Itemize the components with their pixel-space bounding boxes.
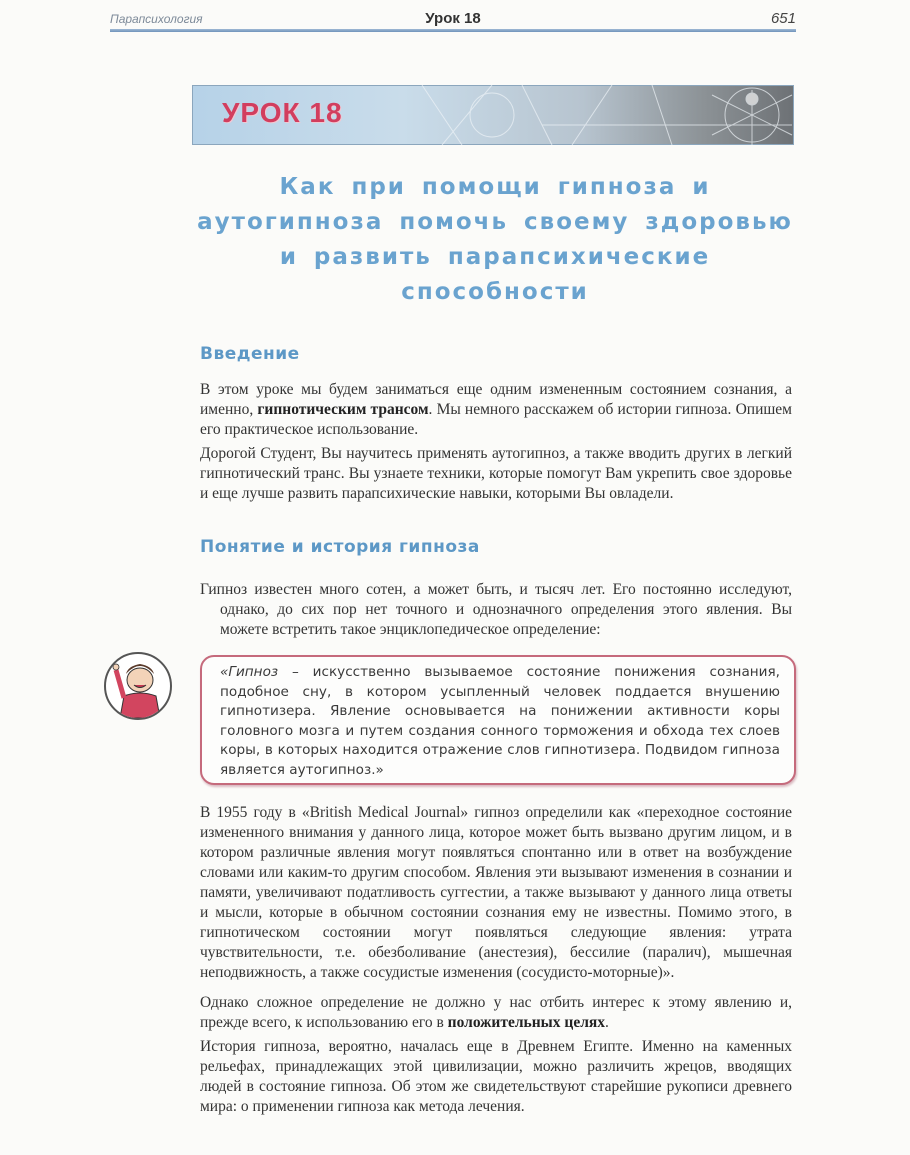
definition-callout <box>200 655 796 785</box>
intro-paragraph-1 <box>200 380 792 440</box>
callout-text <box>220 663 780 780</box>
history-paragraph: История гипноза, вероятно, началась еще в Древнем Египте. Именно на каменных рельефах, принадлежащих этой цивилизации, можно различить жрецов, вводящих людей в состояние гипноза. Об этом же свидетельствуют старейшие рукописи древнего мира: о применении гипноза как метода лечения. <box>200 1038 792 1115</box>
lesson-title: Как при помощи гипноза и аутогипноза помочь своему здоровью и развить парапсихические способности <box>197 174 793 305</box>
page-number: 651 <box>770 10 796 27</box>
bold-term: гипнотическим трансом <box>257 401 429 418</box>
bmj-definition-paragraph: В 1955 году в «British Medical Journal» гипноз определили как «переходное состояние измененного внимания у данного лица, которое может быть вызвано другим лицом, и в котором различные явления могут появляться спонтанно или в ответ на возбуждение словами или каким-то другим способом. Явления эти вызывают изменения в сознании и памяти, увеличивают податливость суггестии, а также вызывают у данного лица ответы и мысли, которые в обычном состоянии сознания ему не известны. Помимо этого, в гипнотическом состоянии могут появляться следующие явления: утрата чувствительности, т.е. обезболивание (анестезия), бессилие (паралич), мышечная неподвижность, а также сосудистые изменения (сосудисто-моторные)». <box>200 804 792 981</box>
heading-introduction: Введение <box>200 344 300 364</box>
bold-term: положительных целях <box>447 1014 606 1031</box>
concept-intro-paragraph: Гипноз известен много сотен, а может быть, и тысяч лет. Его постоянно исследуют, однако, до сих пор нет точного и однозначного определения этого явления. Вы можете встретить такое энциклопедическое определение: <box>200 581 792 638</box>
callout-definition: – искусственно вызываемое состояние понижения сознания, подобное сну, в котором усыпленный человек поддается внушению гипнотизера. Явление основывается на понижении активности коры головного мозга и путем создания сонного торможения и обхода тех слоев коры, в которых находится отражение слов гипнотизера. Подвидом гипноза является аутогипноз.» <box>220 664 780 778</box>
header-divider <box>110 29 796 32</box>
pointing-person-icon <box>104 652 172 720</box>
text-run: В этом уроке мы будем заниматься еще одним измененным состоянием сознания, а именно, <box>200 381 792 418</box>
banner-title: УРОК 18 <box>222 97 343 128</box>
text-run: . <box>605 1014 609 1031</box>
lesson-banner <box>192 85 794 145</box>
text-run: Однако сложное определение не должно у нас отбить интерес к этому явлению и, прежде всего, к использованию его в <box>200 994 792 1031</box>
positive-use-paragraph <box>200 993 792 1033</box>
page-header <box>110 6 796 30</box>
callout-term: «Гипноз <box>220 664 279 680</box>
header-lesson-title: Урок 18 <box>425 10 481 27</box>
header-section-name: Парапсихология <box>110 12 203 26</box>
text-run: . Мы немного расскажем об истории гипноза. Опишем его практическое использование. <box>200 401 792 438</box>
heading-concept-history: Понятие и история гипноза <box>200 537 480 557</box>
intro-paragraph-2: Дорогой Студент, Вы научитесь применять аутогипноз, а также вводить других в легкий гипнотический транс. Вы узнаете техники, которые помогут Вам укрепить свое здоровье и еще лучше развить парапсихические навыки, которыми Вы овладели. <box>200 445 792 502</box>
